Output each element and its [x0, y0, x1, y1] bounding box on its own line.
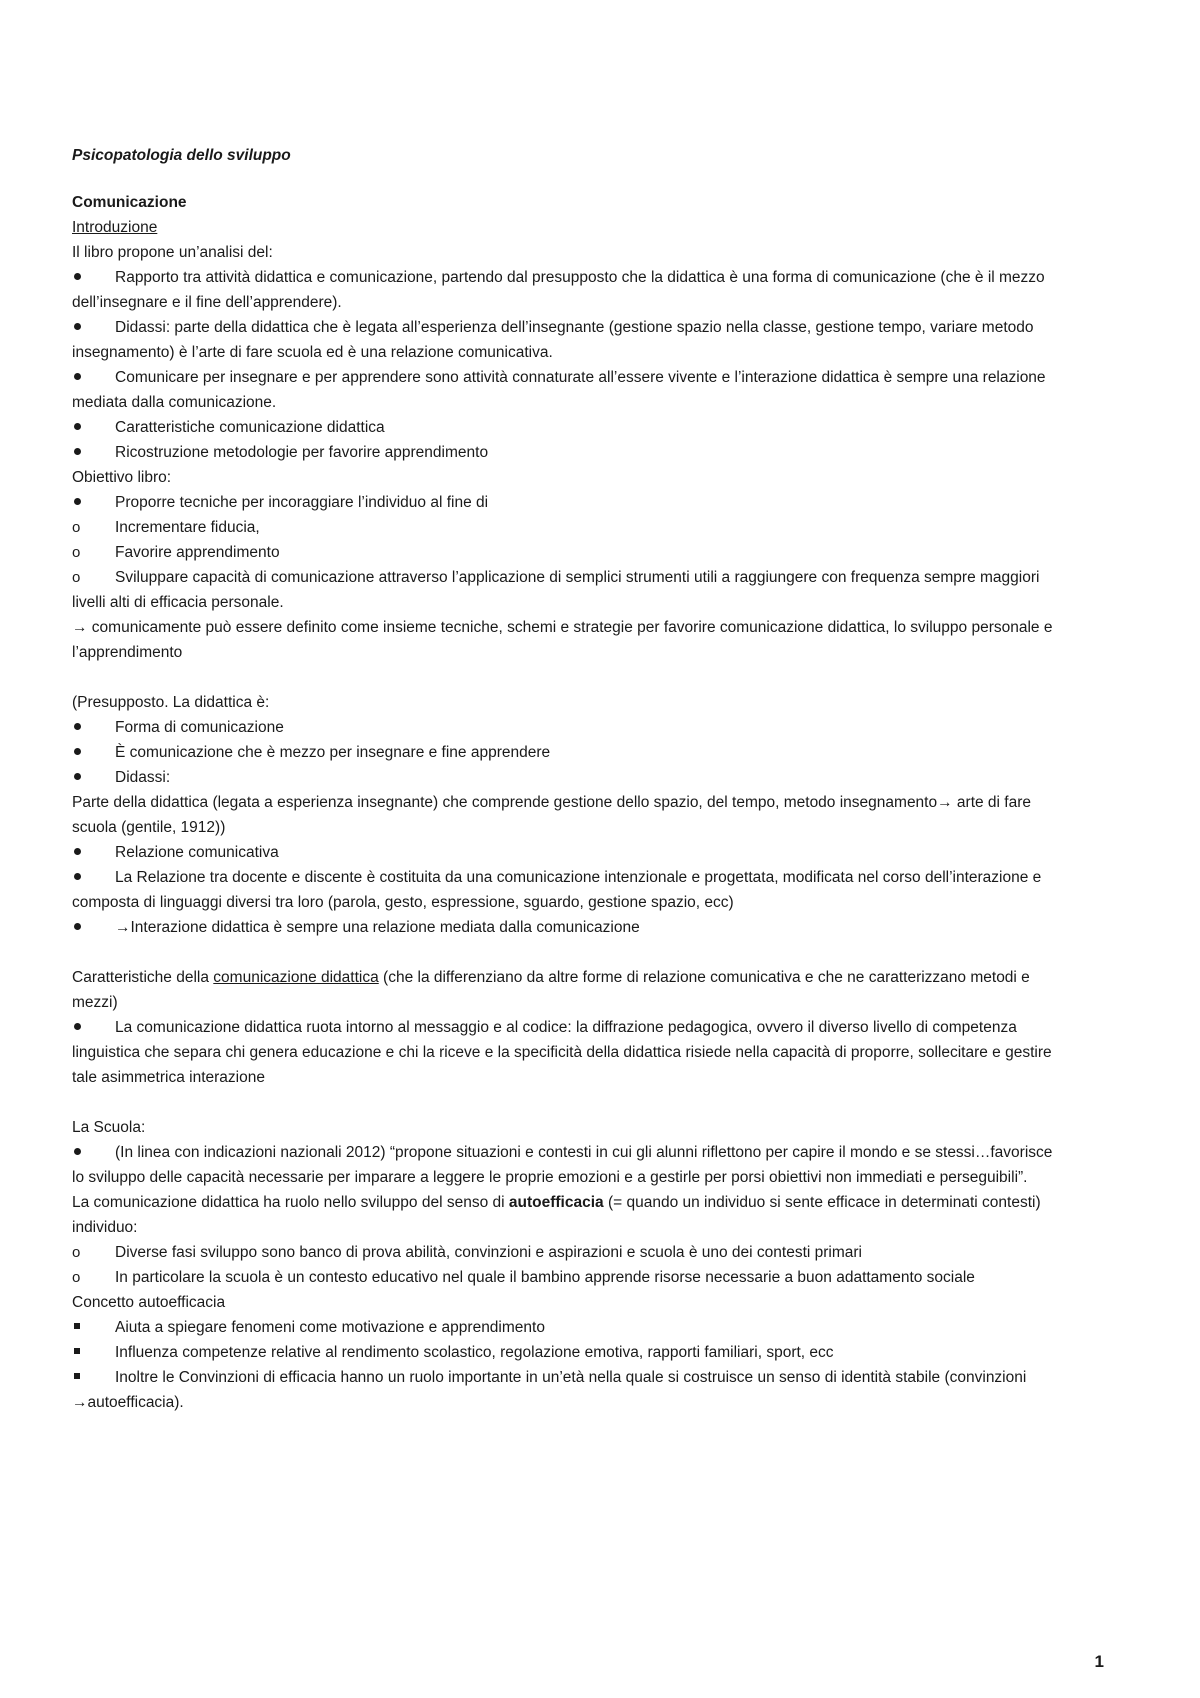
list-item-text-cont: →autoefficacia).	[72, 1394, 184, 1411]
page-number: 1	[1094, 1652, 1104, 1671]
paragraph-line	[72, 965, 1138, 990]
list-item	[72, 365, 1138, 415]
text-run: Caratteristiche della	[72, 969, 214, 986]
circle-bullet-icon: o	[72, 1269, 81, 1286]
list-item	[72, 1365, 1138, 1415]
circle-bullet-icon: o	[72, 544, 81, 561]
bullet-icon	[72, 740, 102, 765]
document-title: Psicopatologia dello sviluppo	[72, 147, 291, 164]
list-item-text: In particolare la scuola è un contesto educativo nel quale il bambino apprende risorse necessarie a buon adattamento sociale	[115, 1269, 975, 1286]
list-item	[72, 715, 1138, 740]
list-item	[72, 440, 1138, 465]
bullet-icon	[72, 315, 102, 340]
bullet-icon	[72, 265, 102, 290]
list-item	[72, 490, 1138, 515]
list-item	[72, 1140, 1138, 1190]
square-bullet-icon	[72, 1315, 102, 1340]
paragraph-line: → comunicamente può essere definito come insieme tecniche, schemi e strategie per favorire comunicazione didattica, lo sviluppo personale e	[72, 619, 1053, 636]
paragraph-line	[72, 1190, 1138, 1215]
list-item-text: →Interazione didattica è sempre una relazione mediata dalla comunicazione	[115, 919, 640, 936]
list-item-text: Didassi: parte della didattica che è legata all’esperienza dell’insegnante (gestione spazio nella classe, gestione tempo, variare metodo	[115, 319, 1034, 336]
bullet-icon	[72, 840, 102, 865]
list-item-text-cont: insegnamento) è l’arte di fare scuola ed è una relazione comunicativa.	[72, 344, 553, 361]
bullet-icon	[72, 1015, 102, 1040]
list-item	[72, 265, 1138, 315]
list-item	[72, 1315, 1138, 1340]
list-item-text-cont: livelli alti di efficacia personale.	[72, 594, 284, 611]
list-item-text-cont: tale asimmetrica interazione	[72, 1069, 265, 1086]
bullet-icon	[72, 490, 102, 515]
text-run: (= quando un individuo si sente efficace in determinati contesti)	[603, 1194, 1041, 1211]
list-item-text-cont: lo sviluppo delle capacità necessarie per imparare a leggere le proprie emozioni e a gestirle per porsi obiettivi non immediati e perseguibili”.	[72, 1169, 1028, 1186]
list-item-text: Relazione comunicativa	[115, 844, 279, 861]
list-item	[72, 865, 1138, 915]
square-bullet-icon	[72, 1365, 102, 1390]
list-item-text: Influenza competenze relative al rendimento scolastico, regolazione emotiva, rapporti familiari, sport, ecc	[115, 1344, 834, 1361]
list-item-text: Inoltre le Convinzioni di efficacia hanno un ruolo importante in un’età nella quale si costruisce un senso di identità stabile (convinzioni	[115, 1369, 1027, 1386]
text-run: La comunicazione didattica ha ruolo nello sviluppo del senso di	[72, 1194, 509, 1211]
underlined-term: comunicazione didattica	[213, 969, 379, 986]
subsection-heading: Introduzione	[72, 219, 158, 236]
list-item-text-cont: composta di linguaggi diversi tra loro (parola, gesto, espressione, sguardo, gestione spazio, ecc)	[72, 894, 734, 911]
list-item	[72, 1015, 1138, 1090]
concetto-lead: Concetto autoefficacia	[72, 1294, 226, 1311]
list-item-text: Didassi:	[115, 769, 171, 786]
intro-lead: Il libro propone un’analisi del:	[72, 244, 273, 261]
caratteristiche-paragraph	[72, 965, 1138, 1015]
bullet-icon	[72, 765, 102, 790]
paragraph-line: individuo:	[72, 1219, 138, 1236]
list-item	[72, 740, 1138, 765]
paragraph-line: mezzi)	[72, 994, 118, 1011]
spacer	[72, 940, 1138, 965]
list-item-text: Incrementare fiducia,	[115, 519, 260, 536]
spacer	[72, 1090, 1138, 1115]
list-item	[72, 1265, 1138, 1290]
list-item-text: È comunicazione che è mezzo per insegnare e fine apprendere	[115, 744, 551, 761]
square-bullet-icon	[72, 1340, 102, 1365]
list-item-text: Aiuta a spiegare fenomeni come motivazione e apprendimento	[115, 1319, 545, 1336]
scuola-lead: La Scuola:	[72, 1119, 146, 1136]
objective-lead: Obiettivo libro:	[72, 469, 172, 486]
list-item	[72, 515, 1138, 540]
didassi-paragraph	[72, 790, 1138, 840]
list-item	[72, 915, 1138, 940]
list-item-text: Diverse fasi sviluppo sono banco di prova abilità, convinzioni e aspirazioni e scuola è uno dei contesti primari	[115, 1244, 862, 1261]
list-item	[72, 415, 1138, 440]
list-item-text: La comunicazione didattica ruota intorno al messaggio e al codice: la diffrazione pedagogica, ovvero il diverso livello di competenza	[115, 1019, 1017, 1036]
text-run: (che la differenziano da altre forme di relazione comunicativa e che ne caratterizzano metodi e	[378, 969, 1030, 986]
circle-bullet-icon: o	[72, 569, 81, 586]
circle-bullet-icon: o	[72, 519, 81, 536]
bullet-icon	[72, 415, 102, 440]
presupposto-lead: (Presupposto. La didattica è:	[72, 694, 270, 711]
list-item-text-cont: mediata dalla comunicazione.	[72, 394, 277, 411]
bullet-icon	[72, 915, 102, 940]
list-item	[72, 315, 1138, 365]
list-item-text: Favorire apprendimento	[115, 544, 280, 561]
bullet-icon	[72, 365, 102, 390]
list-item-text: Rapporto tra attività didattica e comunicazione, partendo dal presupposto che la didattica è una forma di comunicazione (che è il mezzo	[115, 269, 1045, 286]
list-item	[72, 565, 1138, 615]
list-item-text: Caratteristiche comunicazione didattica	[115, 419, 385, 436]
bullet-icon	[72, 1140, 102, 1165]
list-item-text: Comunicare per insegnare e per apprendere sono attività connaturate all’essere vivente e l’interazione didattica è sempre una relazione	[115, 369, 1046, 386]
list-item	[72, 840, 1138, 865]
paragraph-line: Parte della didattica (legata a esperienza insegnante) che comprende gestione dello spazio, del tempo, metodo insegnamento→ arte di fare	[72, 794, 1032, 811]
paragraph-line: l’apprendimento	[72, 644, 183, 661]
list-item-text: Sviluppare capacità di comunicazione attraverso l’applicazione di semplici strumenti utili a raggiungere con frequenza sempre maggiori	[115, 569, 1040, 586]
bold-term: autoefficacia	[508, 1194, 604, 1211]
list-item	[72, 765, 1138, 790]
list-item-text-cont: dell’insegnare e il fine dell’apprendere).	[72, 294, 342, 311]
list-item-text-cont: linguistica che separa chi genera educazione e chi la riceve e la specificità della didattica risiede nella capacità di proporre, sollecitare e gestire	[72, 1044, 1052, 1061]
bullet-icon	[72, 440, 102, 465]
list-item-text: (In linea con indicazioni nazionali 2012) “propone situazioni e contesti in cui gli alunni riflettono per capire il mondo e se stessi…favorisce	[115, 1144, 1053, 1161]
arrow-paragraph	[72, 615, 1138, 665]
section-heading: Comunicazione	[72, 194, 187, 211]
autoefficacia-paragraph	[72, 1190, 1138, 1240]
spacer	[72, 665, 1138, 690]
list-item	[72, 540, 1138, 565]
list-item	[72, 1240, 1138, 1265]
list-item-text: Proporre tecniche per incoraggiare l’individuo al fine di	[115, 494, 489, 511]
list-item-text: La Relazione tra docente e discente è costituita da una comunicazione intenzionale e progettata, modificata nel corso dell’interazione e	[115, 869, 1042, 886]
circle-bullet-icon: o	[72, 1244, 81, 1261]
bullet-icon	[72, 715, 102, 740]
bullet-icon	[72, 865, 102, 890]
list-item	[72, 1340, 1138, 1365]
list-item-text: Ricostruzione metodologie per favorire apprendimento	[115, 444, 489, 461]
list-item-text: Forma di comunicazione	[115, 719, 284, 736]
paragraph-line: scuola (gentile, 1912))	[72, 819, 226, 836]
